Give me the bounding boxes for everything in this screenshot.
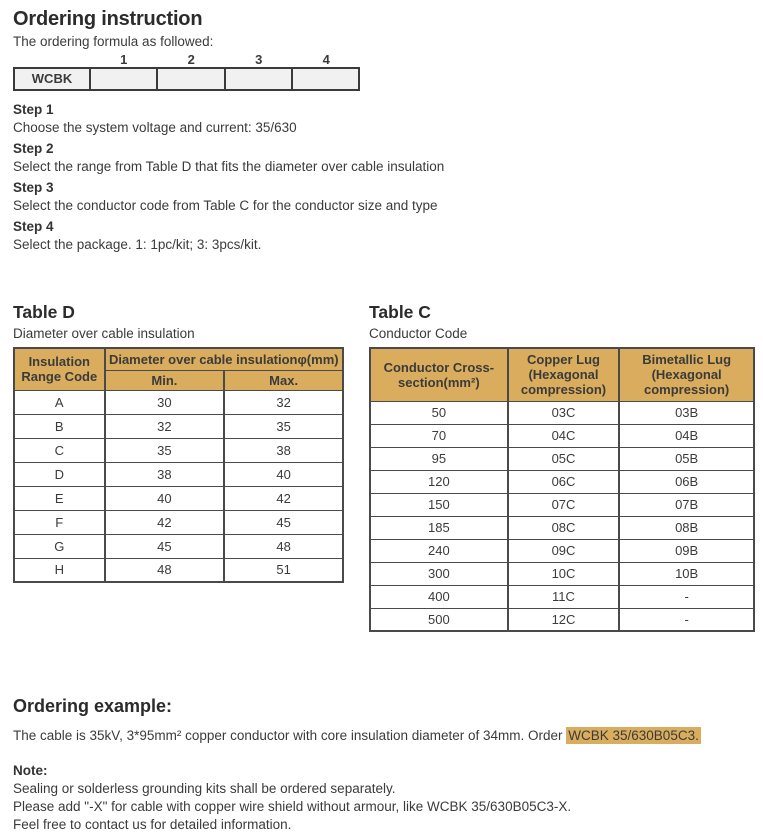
table-cell: 35 xyxy=(224,414,343,438)
table-cell: 08B xyxy=(619,516,754,539)
table-cell: 400 xyxy=(370,585,508,608)
table-cell: 40 xyxy=(224,462,343,486)
table-cell: 70 xyxy=(370,424,508,447)
table-cell: D xyxy=(14,462,105,486)
formula-position-2: 2 xyxy=(187,52,195,67)
table-d-block xyxy=(13,301,344,632)
formula-number-spacer xyxy=(13,53,90,67)
table-d-header-min: Min. xyxy=(105,370,225,390)
table-row xyxy=(14,462,343,486)
table-cell: 35 xyxy=(105,438,225,462)
ordering-example-section xyxy=(13,694,758,745)
table-cell: 05C xyxy=(508,447,620,470)
table-cell: 09B xyxy=(619,539,754,562)
table-cell: 07C xyxy=(508,493,620,516)
table-cell: 03C xyxy=(508,401,620,424)
table-row xyxy=(370,401,754,424)
table-c-block xyxy=(369,301,755,632)
table-cell: 48 xyxy=(224,534,343,558)
table-c xyxy=(369,347,755,632)
table-cell: 04C xyxy=(508,424,620,447)
formula-position-1: 1 xyxy=(120,52,128,67)
table-row xyxy=(370,585,754,608)
table-cell: 150 xyxy=(370,493,508,516)
table-cell: 51 xyxy=(224,558,343,582)
table-cell: 10C xyxy=(508,562,620,585)
example-text-body: The cable is 35kV, 3*95mm² copper conductor with core insulation diameter of 34mm. Order xyxy=(13,728,567,743)
note-section xyxy=(13,762,758,834)
table-d-subtitle: Diameter over cable insulation xyxy=(13,326,195,341)
table-cell: 04B xyxy=(619,424,754,447)
step-4-label: Step 4 xyxy=(13,219,54,234)
table-row xyxy=(370,424,754,447)
table-d-header-max: Max. xyxy=(224,370,343,390)
table-d xyxy=(13,347,344,583)
note-title: Note: xyxy=(13,763,48,778)
table-cell: 06C xyxy=(508,470,620,493)
table-cell: 38 xyxy=(105,462,225,486)
formula-position-numbers xyxy=(13,53,360,67)
step-3-label: Step 3 xyxy=(13,180,54,195)
formula-intro-text: The ordering formula as followed: xyxy=(13,34,214,49)
table-d-header-row xyxy=(14,348,343,370)
formula-slot-3 xyxy=(224,69,291,89)
table-cell: B xyxy=(14,414,105,438)
table-cell: 32 xyxy=(224,390,343,414)
table-d-header-diameter: Diameter over cable insulationφ(mm) xyxy=(105,348,343,370)
table-row xyxy=(370,447,754,470)
table-row xyxy=(14,414,343,438)
table-cell: 40 xyxy=(105,486,225,510)
steps-section xyxy=(13,101,758,254)
table-cell: 12C xyxy=(508,608,620,631)
table-row xyxy=(370,516,754,539)
table-row xyxy=(370,470,754,493)
table-cell: 07B xyxy=(619,493,754,516)
formula-slot-4 xyxy=(291,69,358,89)
note-line-1: Sealing or solderless grounding kits shall be ordered separately. xyxy=(13,781,396,796)
table-c-header-bimetallic-lug: Bimetallic Lug (Hexagonal compression) xyxy=(619,348,754,401)
table-cell: 45 xyxy=(105,534,225,558)
step-1-label: Step 1 xyxy=(13,102,54,117)
formula-position-4: 4 xyxy=(322,52,330,67)
table-cell: F xyxy=(14,510,105,534)
note-line-3: Feel free to contact us for detailed information. xyxy=(13,817,292,832)
table-row xyxy=(370,539,754,562)
table-cell: 10B xyxy=(619,562,754,585)
formula-slot-1 xyxy=(89,69,156,89)
table-c-header-copper-lug: Copper Lug (Hexagonal compression) xyxy=(508,348,620,401)
table-cell: 11C xyxy=(508,585,620,608)
table-c-title: Table C xyxy=(369,302,431,322)
table-d-header-range-code: Insulation Range Code xyxy=(14,348,105,390)
table-row xyxy=(14,558,343,582)
step-2-label: Step 2 xyxy=(13,141,54,156)
table-row xyxy=(14,486,343,510)
table-cell: 42 xyxy=(105,510,225,534)
table-cell: H xyxy=(14,558,105,582)
table-cell: - xyxy=(619,608,754,631)
table-cell: 500 xyxy=(370,608,508,631)
table-row xyxy=(14,510,343,534)
note-line-2: Please add "-X" for cable with copper wire shield without armour, like WCBK 35/630B05C3-X. xyxy=(13,799,572,814)
ordering-example-title: Ordering example: xyxy=(13,696,173,716)
table-c-header-row xyxy=(370,348,754,401)
example-order-code-highlight: WCBK 35/630B05C3. xyxy=(568,728,699,743)
table-cell: 120 xyxy=(370,470,508,493)
table-cell: 06B xyxy=(619,470,754,493)
table-cell: 38 xyxy=(224,438,343,462)
table-cell: 300 xyxy=(370,562,508,585)
formula-slot-2 xyxy=(156,69,223,89)
page-title: Ordering instruction xyxy=(13,8,203,30)
table-cell: 240 xyxy=(370,539,508,562)
table-cell: G xyxy=(14,534,105,558)
table-c-header-cross-section: Conductor Cross-section(mm²) xyxy=(370,348,508,401)
table-cell: 42 xyxy=(224,486,343,510)
table-cell: 30 xyxy=(105,390,225,414)
step-1-text: Choose the system voltage and current: 35/630 xyxy=(13,120,297,135)
table-cell: 05B xyxy=(619,447,754,470)
table-cell: C xyxy=(14,438,105,462)
step-2-text: Select the range from Table D that fits the diameter over cable insulation xyxy=(13,159,445,174)
table-cell: 95 xyxy=(370,447,508,470)
table-cell: 45 xyxy=(224,510,343,534)
table-d-title: Table D xyxy=(13,302,75,322)
table-cell: 50 xyxy=(370,401,508,424)
table-cell: 08C xyxy=(508,516,620,539)
ordering-formula-table xyxy=(13,67,360,91)
step-4-text: Select the package. 1: 1pc/kit; 3: 3pcs/kit. xyxy=(13,237,262,252)
formula-position-3: 3 xyxy=(255,52,263,67)
table-row xyxy=(14,438,343,462)
table-cell: E xyxy=(14,486,105,510)
table-cell: 32 xyxy=(105,414,225,438)
table-cell: 09C xyxy=(508,539,620,562)
tables-section xyxy=(13,301,758,632)
table-row xyxy=(370,493,754,516)
table-cell: A xyxy=(14,390,105,414)
table-row xyxy=(370,608,754,631)
table-row xyxy=(14,534,343,558)
table-c-subtitle: Conductor Code xyxy=(369,326,468,341)
table-cell: 185 xyxy=(370,516,508,539)
table-cell: 48 xyxy=(105,558,225,582)
table-row xyxy=(370,562,754,585)
table-row xyxy=(14,390,343,414)
ordering-example-text xyxy=(13,727,758,745)
table-cell: - xyxy=(619,585,754,608)
formula-prefix-cell: WCBK xyxy=(31,71,73,86)
step-3-text: Select the conductor code from Table C for the conductor size and type xyxy=(13,198,438,213)
table-cell: 03B xyxy=(619,401,754,424)
